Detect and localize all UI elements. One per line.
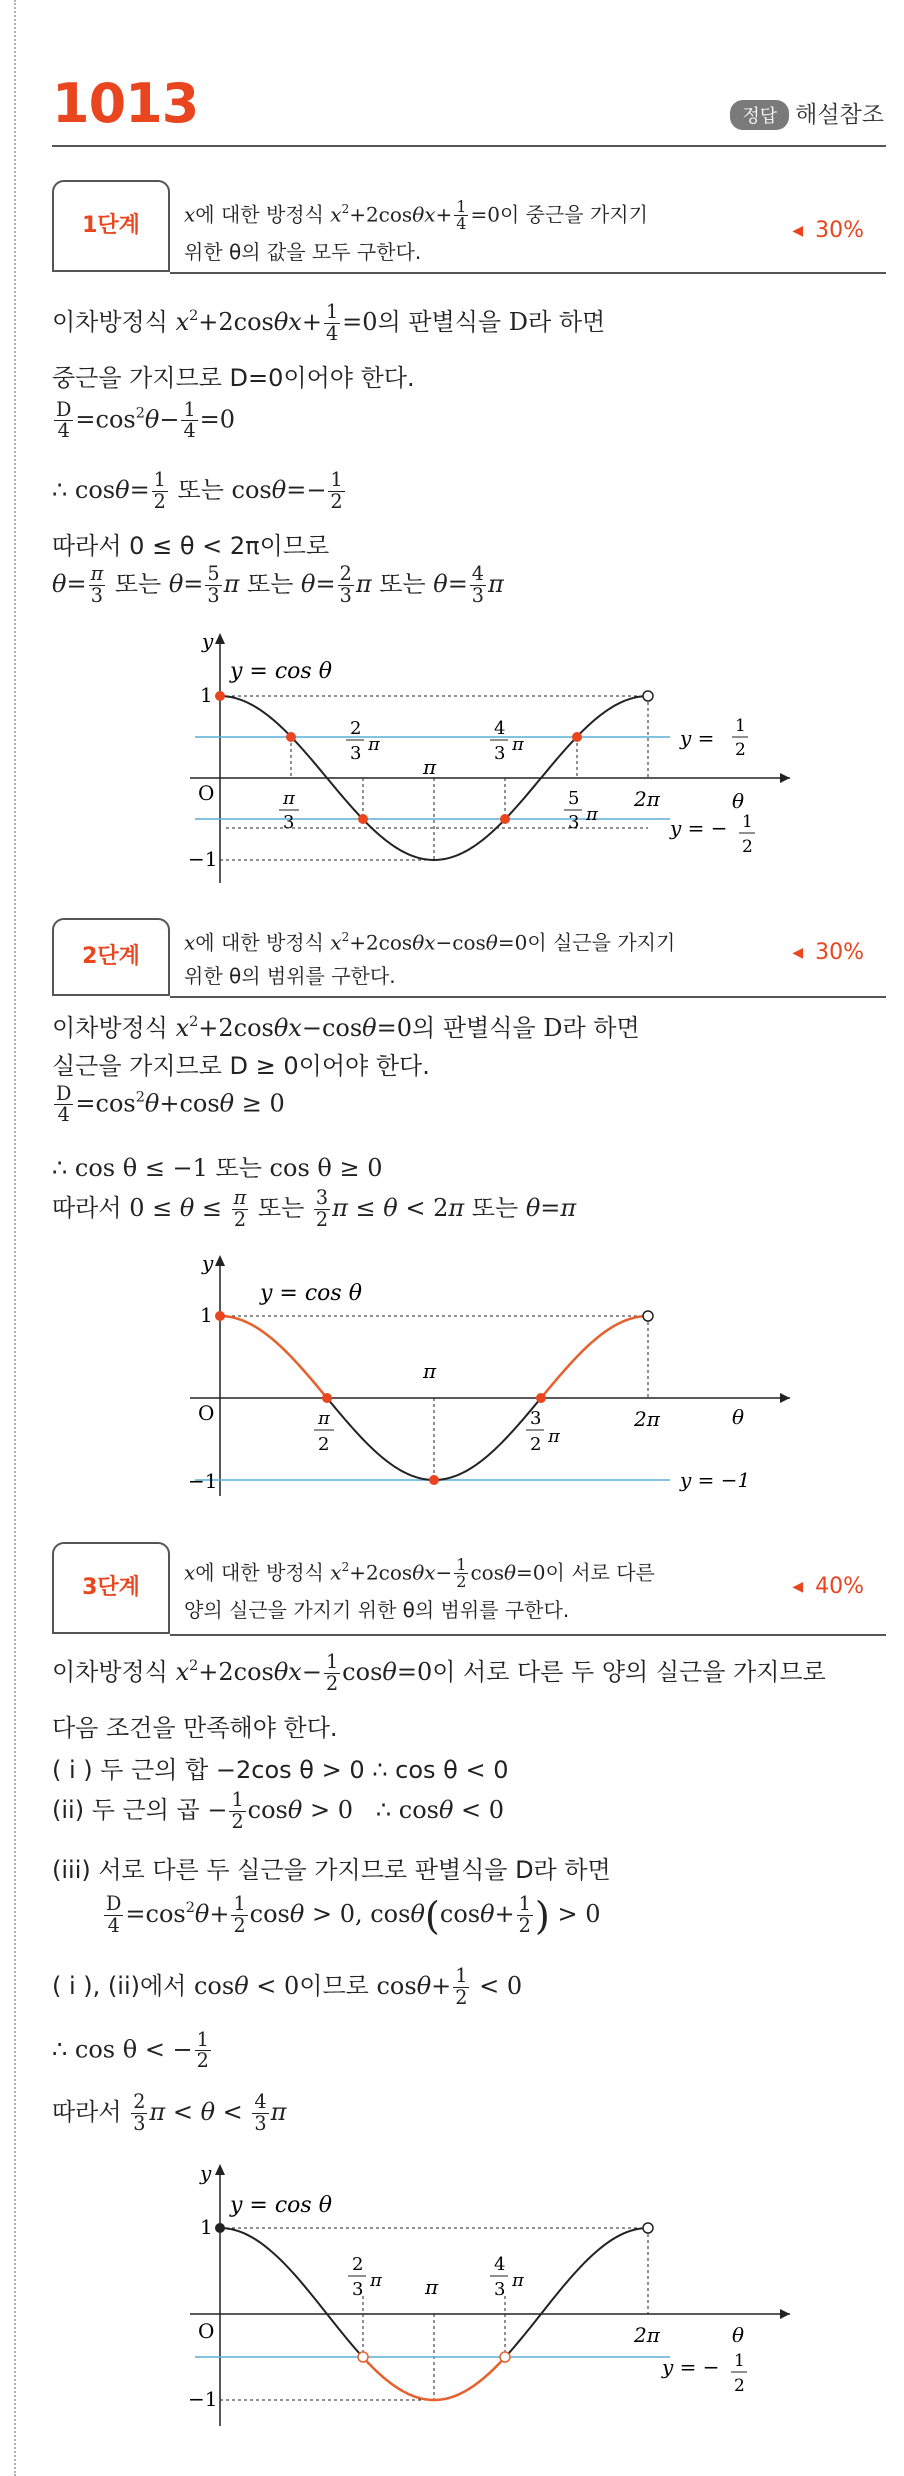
step3-rule: [170, 1634, 886, 1636]
svg-text:1: 1: [734, 2351, 745, 2371]
svg-text:π: π: [370, 2270, 382, 2291]
label-pi-3: [279, 788, 299, 833]
label-y-minus-one: y = −1: [680, 1468, 751, 1492]
step1-rule: [170, 272, 886, 274]
one-label: 1: [200, 1303, 213, 1327]
label-5pi-3: [564, 788, 599, 833]
margin-dotted-line: [14, 0, 16, 2476]
svg-text:π: π: [283, 788, 295, 809]
step1-label: 1단계: [52, 180, 170, 272]
point-3pi-2: [536, 1393, 546, 1403]
svg-text:1: 1: [742, 812, 753, 832]
origin-label: O: [198, 1401, 215, 1425]
svg-text:2: 2: [352, 2254, 364, 2275]
svg-text:3: 3: [350, 743, 362, 764]
pi-label: π: [425, 2275, 439, 2299]
curve-label: y = cos θ: [230, 659, 332, 684]
minus-one-label: −1: [188, 2387, 218, 2411]
svg-text:π: π: [586, 804, 598, 825]
end-point-open: [643, 2223, 653, 2233]
open-point-4pi-3: [500, 2352, 510, 2362]
step3-label: 3단계: [52, 1542, 170, 1634]
header-rule: [52, 145, 886, 147]
svg-text:3: 3: [568, 812, 580, 833]
svg-text:2: 2: [742, 837, 753, 857]
two-pi-label: 2π: [634, 787, 660, 811]
y-axis-label: y: [202, 1251, 214, 1275]
step1-description: x에 대한 방정식 $x^2+2\cos\theta x+$ $\frac{1}{4}$ =0이 중근을 가지기 위한 θ의 값을 모두 구한다.: [170, 190, 648, 271]
y-axis-arrow: [215, 1255, 225, 1266]
label-2pi-3: [348, 2254, 383, 2300]
svg-text:2: 2: [734, 2376, 745, 2396]
svg-text:π: π: [512, 2270, 524, 2291]
svg-text:y =: y =: [680, 726, 715, 750]
label-2pi-3: [346, 718, 381, 764]
theta-axis-arrow: [780, 1393, 790, 1403]
theta-axis-arrow: [780, 2309, 790, 2319]
svg-text:π: π: [368, 734, 380, 755]
s1-line2: 중근을 가지므로 D=0이어야 한다.: [52, 364, 415, 392]
s1-line6: θ= $\frac{\pi}{3}$ 또는 θ= $\frac{5}{3}$ π 또는 θ= $\frac{2}{3}$ π 또는 θ= $\frac{4}{3}$ π: [52, 562, 504, 607]
start-point: [215, 1311, 225, 1321]
label-pi-2: [314, 1408, 334, 1455]
label-y-half: [679, 716, 748, 760]
graph-1: [150, 628, 830, 900]
point-5pi-3: [572, 732, 582, 742]
s2-line3: $\frac{D}{4}$ $=\cos^2\theta+\cos\theta \ge 0$: [56, 1082, 285, 1127]
svg-text:2: 2: [735, 740, 746, 760]
s3-line1: 이차방정식 $x^2+2\cos\theta x-$ $\frac{1}{2}$ cosθ=0이 서로 다른 두 양의 실근을 가지므로: [52, 1650, 826, 1695]
svg-text:y = −: y = −: [662, 2355, 720, 2379]
svg-text:1: 1: [735, 716, 746, 736]
step3-desc-line2: 양의 실근을 가지기 위한 θ의 범위를 구한다.: [184, 1598, 570, 1623]
step3-description: x에 대한 방정식 $x^2+2\cos\theta x-$ $\frac{1}{2}$ cosθ=0이 서로 다른 양의 실근을 가지기 위한 θ의 범위를 구한다.: [170, 1548, 655, 1629]
s3-combine: ( i ), (ii)에서 cosθ < 0이므로 cosθ+ $\frac{1}{2}$ < 0: [52, 1964, 523, 2009]
s1-line3: $\frac{D}{4}$ $=\cos^2\theta-$ $\frac{1}{4}$ =0: [56, 398, 236, 443]
theta-axis-label: θ: [732, 789, 745, 813]
svg-text:3: 3: [283, 812, 295, 833]
label-3pi-2: [526, 1408, 561, 1455]
s3-cond-i: ( i ) 두 근의 합 −2cos θ > 0 ∴ cos θ < 0: [52, 1756, 509, 1784]
curve-label: y = cos θ: [260, 1281, 362, 1306]
svg-text:2: 2: [318, 1434, 330, 1455]
point-pi-3: [286, 732, 296, 742]
pi-label: π: [423, 1359, 437, 1383]
pi-label: π: [423, 755, 437, 779]
step2-desc-line2: 위한 θ의 범위를 구한다.: [184, 964, 396, 989]
s3-cond-iii: (iii) 서로 다른 두 실근을 가지므로 판별식을 D라 하면: [52, 1856, 611, 1884]
svg-text:5: 5: [568, 788, 580, 809]
point-4pi-3: [500, 814, 510, 824]
origin-label: O: [198, 2319, 215, 2343]
label-4pi-3: [490, 2254, 525, 2300]
answer-badge: 정답: [730, 100, 789, 130]
s1-line4: ∴ cosθ= $\frac{1}{2}$ 또는 cosθ=− $\frac{1}{2}$: [52, 468, 343, 513]
s2-line1: 이차방정식 $x^2+2\cos\theta x-\cos\theta=0$의 판별식을 D라 하면: [52, 1013, 640, 1042]
s2-line2: 실근을 가지므로 D ≥ 0이어야 한다.: [52, 1052, 430, 1080]
svg-text:2: 2: [530, 1434, 542, 1455]
s3-cond-ii: (ii) 두 근의 곱 − $\frac{1}{2}$ cosθ > 0 ∴ cosθ < 0: [52, 1788, 505, 1833]
point-2pi-3: [358, 814, 368, 824]
point-pi: [429, 1475, 439, 1485]
theta-axis-arrow: [780, 773, 790, 783]
svg-text:3: 3: [494, 743, 506, 764]
svg-text:2: 2: [350, 718, 362, 739]
svg-text:3: 3: [352, 2279, 364, 2300]
y-axis-arrow: [215, 633, 225, 644]
s3-therefore: ∴ cos θ < − $\frac{1}{2}$: [52, 2028, 209, 2073]
y-axis-label: y: [200, 2161, 212, 2185]
y-axis-label: y: [202, 629, 214, 653]
y-axis-arrow: [215, 2164, 225, 2175]
s2-line5: 따라서 0 ≤ θ ≤ $\frac{\pi}{2}$ 또는 $\frac{3}{2}$ π ≤ θ < 2π 또는 θ=π: [52, 1186, 577, 1231]
s3-result: 따라서 $\frac{2}{3}$ π < θ < $\frac{4}{3}$ π: [52, 2090, 287, 2135]
graph-2: [150, 1250, 830, 1506]
svg-text:π: π: [548, 1426, 560, 1447]
end-point-open: [643, 691, 653, 701]
svg-text:π: π: [318, 1408, 330, 1429]
step2-percent: ◀ 30%: [792, 940, 864, 965]
step1-percent: ◀ 30%: [792, 218, 864, 243]
label-y-minus-half: [661, 2351, 747, 2396]
label-4pi-3: [490, 718, 525, 764]
svg-text:π: π: [512, 734, 524, 755]
minus-one-label: −1: [188, 1469, 218, 1493]
step3-percent: ◀ 40%: [792, 1574, 864, 1599]
s3-line2: 다음 조건을 만족해야 한다.: [52, 1714, 338, 1742]
point-pi-2: [322, 1393, 332, 1403]
s3-discriminant: $\frac{D}{4}$ $=\cos^2\theta+$ $\frac{1}{2}$ cosθ > 0, cosθ(cosθ+ $\frac{1}{2}$ ) > 0: [106, 1892, 601, 1939]
two-pi-label: 2π: [634, 2323, 660, 2347]
one-label: 1: [200, 683, 213, 707]
curve-label: y = cos θ: [230, 2193, 332, 2218]
open-point-2pi-3: [358, 2352, 368, 2362]
s1-line1: 이차방정식 $x^2+2\cos\theta x+$ $\frac{1}{4}$ =0의 판별식을 D라 하면: [52, 300, 606, 345]
origin-label: O: [198, 781, 215, 805]
end-point-open: [643, 1311, 653, 1321]
start-point: [215, 2223, 225, 2233]
theta-axis-label: θ: [732, 1405, 745, 1429]
step2-rule: [170, 996, 886, 998]
one-label: 1: [200, 2215, 213, 2239]
label-y-minus-half: [669, 812, 755, 857]
svg-text:4: 4: [494, 2254, 506, 2275]
svg-text:4: 4: [494, 718, 506, 739]
s2-line4: ∴ cos θ ≤ −1 또는 cos θ ≥ 0: [52, 1154, 383, 1182]
step1-desc-line2: 위한 θ의 값을 모두 구한다.: [184, 240, 422, 265]
step2-description: x에 대한 방정식 $x^2+2\cos\theta x-\cos\theta=0$이 실근을 가지기 위한 θ의 범위를 구한다.: [170, 920, 675, 993]
problem-number: 1013: [52, 72, 199, 135]
s1-line5: 따라서 0 ≤ θ < 2π이므로: [52, 532, 330, 560]
highlight-segment-left: [220, 1316, 327, 1398]
theta-axis-label: θ: [732, 2323, 745, 2347]
step2-label: 2단계: [52, 918, 170, 996]
graph-3: [150, 2156, 830, 2446]
svg-text:3: 3: [494, 2279, 506, 2300]
minus-one-label: −1: [188, 847, 218, 871]
highlight-segment-right: [541, 1316, 648, 1398]
start-point: [215, 691, 225, 701]
answer-tag-text: 해설참조: [795, 102, 884, 128]
answer-tag: [730, 96, 884, 130]
svg-text:3: 3: [530, 1408, 542, 1429]
two-pi-label: 2π: [634, 1407, 660, 1431]
svg-text:y = −: y = −: [670, 816, 728, 840]
